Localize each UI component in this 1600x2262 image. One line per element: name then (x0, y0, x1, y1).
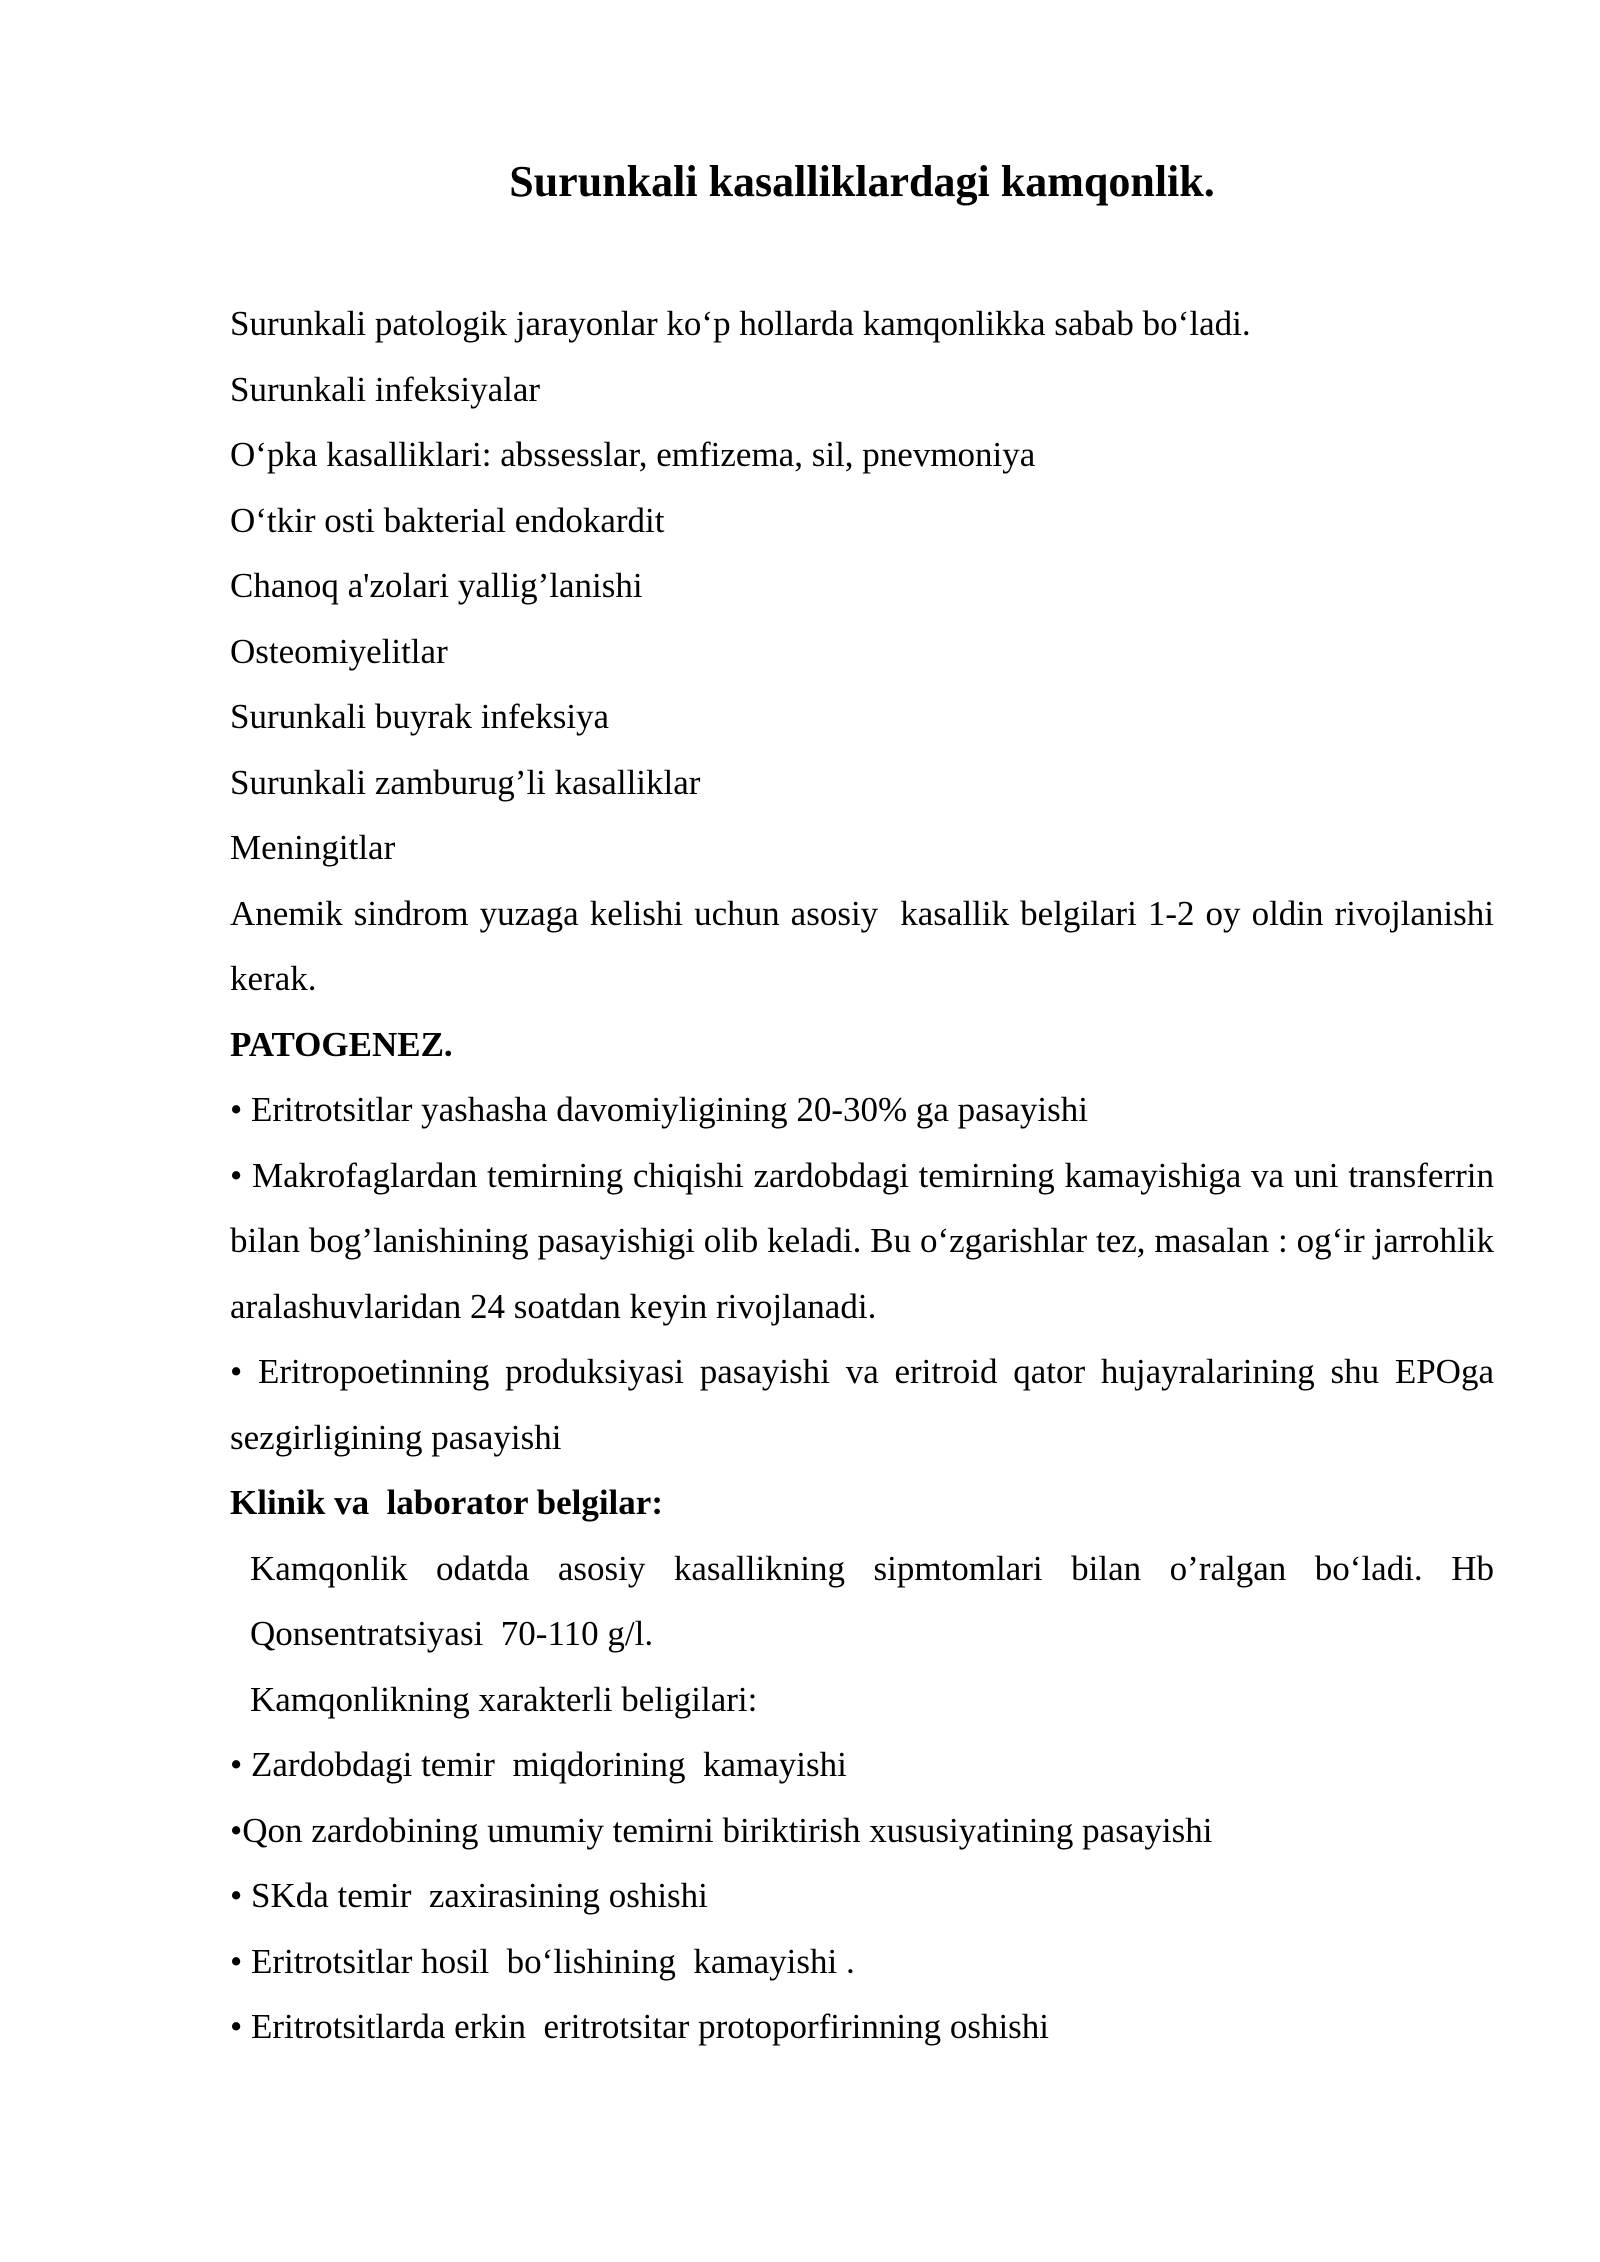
cause-item: O‘tkir osti bakterial endokardit (230, 500, 665, 540)
cause-item: Surunkali buyrak infeksiya (230, 697, 610, 736)
causes-list (230, 357, 1494, 881)
sign-item: • Zardobdagi temir miqdorining kamayishi (230, 1745, 847, 1784)
cause-item: Chanoq a'zolari yallig’lanishi (230, 566, 643, 605)
clinical-heading: Klinik va laborator belgilar: (230, 1483, 663, 1522)
sign-item: • Eritrotsitlar hosil bo‘lishining kamayishi . (230, 1941, 855, 1981)
signs-intro: Kamqonlikning xarakterli beligilari: (250, 1679, 758, 1719)
pathogenesis-item: • Eritropoetinning produksiyasi pasayishi va eritroid qator hujayralarining shu EPOga sezgirligining pasayishi (230, 1352, 1494, 1457)
signs-list (230, 1732, 1494, 2060)
document-body (230, 291, 1503, 2060)
intro-text: Surunkali patologik jarayonlar ko‘p hollarda kamqonlikka sabab bo‘ladi. (230, 304, 1251, 343)
sign-item: • Eritrotsitlarda erkin eritrotsitar protoporfirinning oshishi (230, 2007, 1050, 2046)
clinical-paragraph: Kamqonlik odatda asosiy kasallikning sipmtomlari bilan o’ralgan bo‘ladi. Hb Qonsentratsiyasi 70-110 g/l. (250, 1548, 1503, 1653)
cause-item: Osteomiyelitlar (230, 631, 448, 671)
anemic-syndrome-paragraph: Anemik sindrom yuzaga kelishi uchun asosiy kasallik belgilari 1-2 oy oldin rivojlanishi kerak. (230, 893, 1503, 998)
cause-item: Surunkali infeksiyalar (230, 369, 541, 409)
document-title: Surunkali kasalliklardagi kamqonlik. (509, 157, 1215, 206)
pathogenesis-item: • Eritrotsitlar yashasha davomiyligining 20-30% ga pasayishi (230, 1090, 1088, 1129)
pathogenesis-item: • Makrofaglardan temirning chiqishi zardobdagi temirning kamayishiga va uni transferrin bilan bog’lanishining pasayishigi olib keladi. Bu o‘zgarishlar tez, masalan : og‘ir jarrohlik aralashuvlaridan 24 soatdan keyin rivojlanadi. (230, 1155, 1494, 1326)
pathogenesis-heading: PATOGENEZ. (230, 1024, 453, 1064)
sign-item: •Qon zardobining umumiy temirni biriktirish xususiyatining pasayishi (230, 1810, 1213, 1850)
cause-item: Surunkali zamburug’li kasalliklar (230, 762, 701, 802)
cause-item: O‘pka kasalliklari: abssesslar, emfizema, sil, pnevmoniya (230, 435, 1036, 474)
sign-item: • SKda temir zaxirasining oshishi (230, 1876, 708, 1915)
cause-item: Meningitlar (230, 828, 396, 867)
